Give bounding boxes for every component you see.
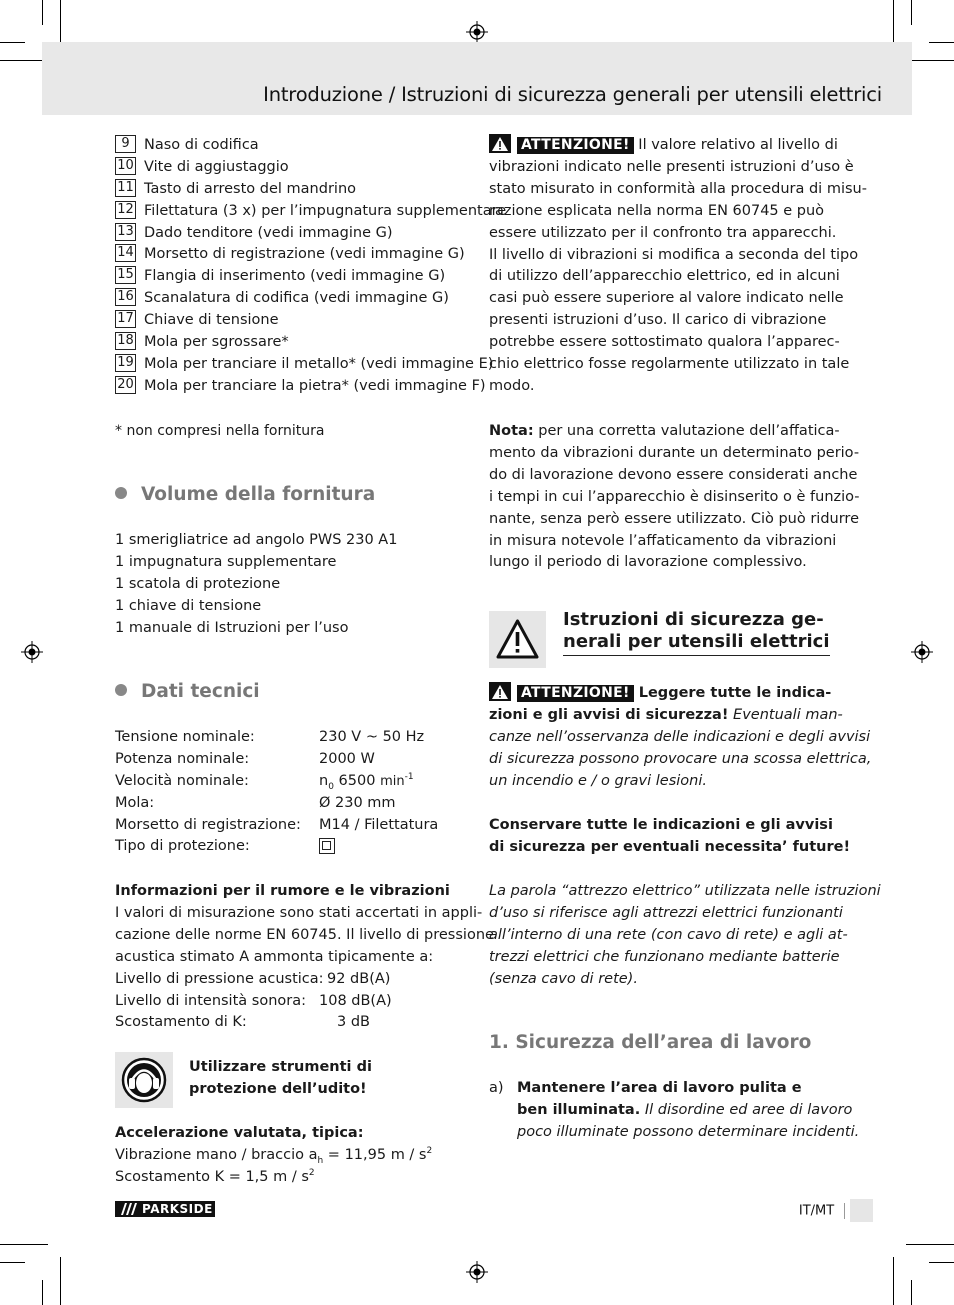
warning-italic-text: di sicurezza possono provocare una scossa elettrica, — [489, 750, 872, 767]
item-marker: a) — [489, 1080, 504, 1096]
noise-text-line: acustica stimato A ammonta tipicamente a: — [115, 948, 434, 965]
warning-bold-text: zioni e gli avvisi di sicurezza! — [489, 706, 729, 723]
hearing-text-line: protezione dell’udito! — [189, 1080, 367, 1097]
attention-badge: ATTENZIONE! — [517, 685, 634, 702]
footer-tab — [850, 1199, 873, 1222]
accel-exponent: 2 — [426, 1146, 433, 1157]
part-number: 15 — [115, 266, 136, 284]
warning-text: presenti istruzioni d’uso. Il carico di vibrazione — [489, 312, 827, 329]
footnote: * non compresi nella fornitura — [115, 423, 325, 439]
protection-class-icon — [319, 836, 335, 858]
tech-label: Potenza nominale: — [115, 750, 250, 767]
list-item — [115, 376, 506, 398]
warning-line — [489, 705, 871, 727]
speed-exponent: -1 — [404, 771, 414, 782]
part-label: Filettatura (3 x) per l’impugnatura supplementare — [144, 202, 507, 219]
acceleration-line — [115, 1145, 432, 1167]
warning-text: chio elettrico fosse regolarmente utilizzato in tale — [489, 356, 850, 373]
hearing-protection-icon-box — [115, 1052, 173, 1108]
crop-mark — [911, 0, 912, 25]
definition-line: (senza cavo di rete). — [489, 970, 638, 987]
item-line — [489, 1100, 859, 1122]
part-number: 9 — [115, 135, 136, 153]
part-label: Tasto di arresto del mandrino — [144, 180, 356, 197]
accel-text: Scostamento K = 1,5 m / s — [115, 1168, 309, 1185]
list-item — [115, 201, 506, 223]
part-label: Vite di aggiustaggio — [144, 158, 289, 175]
accel-subscript: h — [317, 1155, 324, 1166]
noise-heading: Informazioni per il rumore e le vibrazioni — [115, 883, 450, 899]
safety-icon-box — [489, 611, 546, 668]
speed-subscript: 0 — [328, 781, 334, 792]
part-label: Naso di codifica — [144, 137, 259, 153]
item-bold-text: ben illuminata. — [517, 1101, 641, 1118]
crop-mark — [60, 0, 61, 48]
tech-label: Tipo di protezione: — [115, 838, 250, 855]
warning-text: di utilizzo dell’apparecchio elettrico, ed in alcuni — [489, 268, 840, 285]
part-number: 12 — [115, 201, 136, 219]
noise-label: Livello di intensità sonora: — [115, 992, 306, 1009]
part-label: Dado tenditore (vedi immagine G) — [144, 224, 393, 241]
accel-text: = 11,95 m / s — [323, 1146, 427, 1163]
crop-mark — [0, 42, 25, 43]
term-definition — [489, 881, 881, 991]
tech-value — [319, 771, 414, 793]
bullet-icon — [115, 487, 127, 499]
registration-mark-icon — [466, 21, 488, 43]
speed-unit: min — [380, 773, 405, 789]
registration-mark-icon — [466, 1261, 488, 1283]
warning-bold-text: Leggere tutte le indica- — [633, 685, 832, 701]
speed-symbol: n — [319, 772, 329, 789]
crop-mark — [0, 1244, 48, 1245]
tech-value: 2000 W — [319, 750, 375, 767]
table-row — [115, 836, 465, 858]
section-heading-work-area: 1. Sicurezza dell’area di lavoro — [489, 1032, 812, 1053]
acceleration-section — [115, 1123, 432, 1189]
note-section — [489, 421, 860, 574]
divider — [844, 1203, 845, 1219]
warning-text: Il livello di vibrazioni si modifica a seconda del tipo — [489, 246, 859, 263]
brand-name: PARKSIDE — [142, 1202, 213, 1216]
noise-text-line: cazione delle norme EN 60745. Il livello di pressione — [115, 926, 494, 943]
list-item — [115, 135, 506, 157]
warning-line — [489, 135, 867, 157]
part-label: Mola per tranciare la pietra* (vedi immagine F) — [144, 377, 486, 394]
warning-text: essere utilizzato per il confronto tra apparecchi. — [489, 224, 837, 241]
crop-mark — [0, 1262, 25, 1263]
warning-text: modo. — [489, 377, 535, 394]
vibration-warning — [489, 135, 867, 398]
hearing-protection-icon — [115, 1052, 173, 1108]
note-text: mento da vibrazioni durante un determinato perio- — [489, 444, 860, 461]
parkside-logo — [115, 1201, 215, 1217]
tech-value: 230 V ~ 50 Hz — [319, 729, 425, 745]
work-area-item-a — [489, 1078, 859, 1144]
part-label: Scanalatura di codifica (vedi immagine G) — [144, 290, 449, 307]
part-number: 16 — [115, 288, 136, 306]
definition-line: trezzi elettrici che funzionano mediante batterie — [489, 948, 840, 965]
definition-line: d’uso si riferisce agli attrezzi elettrici funzionanti — [489, 904, 843, 921]
table-row — [115, 771, 465, 793]
note-text: i tempi in cui l’apparecchio è disinserito o è funzio- — [489, 488, 860, 505]
note-text: per una corretta valutazione dell’affatica- — [533, 423, 840, 439]
note-label: Nota: — [489, 423, 534, 439]
warning-text: razione esplicata nella norma EN 60745 e può — [489, 202, 825, 219]
table-row — [115, 1012, 467, 1034]
warning-triangle-icon — [489, 611, 546, 668]
warning-text: vibrazioni indicato nelle presenti istruzioni d’uso è — [489, 158, 854, 175]
warning-line — [489, 683, 871, 705]
definition-line: all’interno di una rete (con cavo di rete) e agli at- — [489, 926, 848, 943]
tech-label: Tensione nominale: — [115, 729, 255, 745]
list-item — [115, 244, 506, 266]
part-label: Mola per sgrossare* — [144, 334, 289, 351]
speed-number: 6500 — [333, 772, 381, 789]
tech-value: M14 / Filettatura — [319, 816, 439, 833]
warning-text: casi può essere superiore al valore indicato nelle — [489, 290, 844, 307]
noise-text-line: I valori di misurazione sono stati accertati in appli- — [115, 904, 483, 921]
warning-text: Il valore relativo al livello di — [638, 137, 838, 153]
noise-section — [115, 881, 494, 1034]
part-label: Chiave di tensione — [144, 312, 279, 329]
hearing-text-line: Utilizzare strumenti di — [189, 1059, 372, 1075]
registration-mark-icon — [911, 641, 933, 663]
list-item — [115, 310, 506, 332]
part-number: 20 — [115, 376, 136, 394]
table-row — [115, 727, 465, 749]
warning-triangle-icon — [489, 682, 511, 701]
bullet-icon — [115, 684, 127, 696]
part-number: 14 — [115, 244, 136, 262]
crop-mark — [0, 60, 48, 61]
safety-instructions-heading — [563, 609, 830, 656]
accel-exponent: 2 — [308, 1167, 315, 1178]
definition-line: La parola “attrezzo elettrico” utilizzata nelle istruzioni — [489, 883, 881, 899]
heading-line: nerali per utensili elettrici — [563, 631, 830, 652]
hearing-protection-notice — [189, 1057, 372, 1101]
crop-mark — [929, 1262, 954, 1263]
noise-value: 3 dB — [337, 1014, 370, 1031]
part-label: Morsetto di registrazione (vedi immagine G) — [144, 246, 465, 263]
notice-line: Conservare tutte le indicazioni e gli avvisi — [489, 817, 833, 833]
page-title: Introduzione / Istruzioni di sicurezza generali per utensili elettrici — [263, 83, 882, 106]
supply-list — [115, 530, 397, 640]
noise-value: 108 dB(A) — [319, 992, 392, 1009]
tech-label: Velocità nominale: — [115, 772, 249, 789]
accel-text: Vibrazione mano / braccio a — [115, 1146, 318, 1163]
crop-mark — [42, 0, 43, 25]
crop-mark — [929, 42, 954, 43]
item-line — [489, 1078, 859, 1100]
list-item: 1 chiave di tensione — [115, 597, 262, 614]
note-text: nante, senza però essere utilizzato. Ciò può ridurre — [489, 510, 859, 527]
note-text: do di lavorazione devono essere considerati anche — [489, 466, 858, 483]
warning-italic-text: un incendio e / o gravi lesioni. — [489, 772, 708, 789]
heading-line: Istruzioni di sicurezza ge- — [563, 609, 824, 630]
registration-mark-icon — [21, 641, 43, 663]
list-item — [115, 332, 506, 354]
list-item — [115, 288, 506, 310]
list-item — [115, 354, 506, 376]
part-number: 11 — [115, 179, 136, 197]
list-item: 1 impugnatura supplementare — [115, 553, 337, 570]
part-number: 19 — [115, 354, 136, 372]
tech-label: Morsetto di registrazione: — [115, 816, 301, 833]
part-number: 13 — [115, 223, 136, 241]
warning-text: stato misurato in conformità alla procedura di misu- — [489, 180, 867, 197]
noise-label: Scostamento di K: — [115, 1014, 247, 1031]
item-italic-text: Il disordine ed aree di lavoro — [640, 1101, 853, 1118]
list-item — [115, 179, 506, 201]
tech-data-table — [115, 727, 465, 858]
list-item: 1 manuale di Istruzioni per l’uso — [115, 619, 349, 636]
table-row — [115, 815, 465, 837]
part-label: Mola per tranciare il metallo* (vedi immagine E) — [144, 355, 494, 372]
table-row — [115, 991, 467, 1013]
crop-mark — [60, 1257, 61, 1305]
list-item: 1 smerigliatrice ad angolo PWS 230 A1 — [115, 532, 398, 548]
section-heading-volume — [115, 484, 375, 505]
list-item: 1 scatola di protezione — [115, 575, 281, 592]
crop-mark — [911, 1280, 912, 1305]
tech-value: Ø 230 mm — [319, 794, 396, 811]
item-italic-text: poco illuminate possono determinare incidenti. — [517, 1123, 860, 1140]
crop-mark — [893, 1257, 894, 1305]
warning-italic-text: Eventuali man- — [728, 706, 843, 723]
noise-value: 92 dB(A) — [327, 970, 391, 987]
warning-triangle-icon — [489, 134, 511, 153]
section-heading-text: Dati tecnici — [141, 681, 260, 702]
tech-label: Mola: — [115, 794, 155, 811]
warning-italic-text: canze nell’osservanza delle indicazioni e degli avvisi — [489, 728, 871, 745]
noise-label: Livello di pressione acustica: — [115, 970, 324, 987]
warning-text: potrebbe essere sottostimato qualora l’apparec- — [489, 334, 840, 351]
part-number: 18 — [115, 332, 136, 350]
list-item — [115, 157, 506, 179]
crop-mark — [906, 1244, 954, 1245]
keep-instructions-notice — [489, 815, 850, 859]
table-row — [115, 749, 465, 771]
part-number: 17 — [115, 310, 136, 328]
crop-mark — [906, 60, 954, 61]
note-text: lungo il periodo di lavorazione complessivo. — [489, 554, 807, 571]
attention-badge: ATTENZIONE! — [517, 137, 634, 154]
part-label: Flangia di inserimento (vedi immagine G) — [144, 268, 446, 285]
note-line — [489, 421, 860, 443]
item-bold-text: Mantenere l’area di lavoro pulita e — [517, 1080, 802, 1096]
language-code: IT/MT — [798, 1203, 835, 1219]
list-item — [115, 223, 506, 245]
part-number: 10 — [115, 157, 136, 175]
notice-line: di sicurezza per eventuali necessita’ future! — [489, 838, 851, 855]
table-row — [115, 793, 465, 815]
table-row — [115, 969, 467, 991]
section-heading-text: Volume della fornitura — [141, 484, 376, 505]
crop-mark — [893, 0, 894, 48]
parts-list — [115, 135, 506, 398]
acceleration-heading: Accelerazione valutata, tipica: — [115, 1125, 364, 1141]
read-instructions-warning — [489, 683, 871, 793]
list-item — [115, 266, 506, 288]
section-heading-tech — [115, 681, 260, 702]
note-text: in misura notevole l’affaticamento da vibrazioni — [489, 532, 837, 549]
crop-mark — [42, 1280, 43, 1305]
acceleration-line — [115, 1167, 432, 1189]
